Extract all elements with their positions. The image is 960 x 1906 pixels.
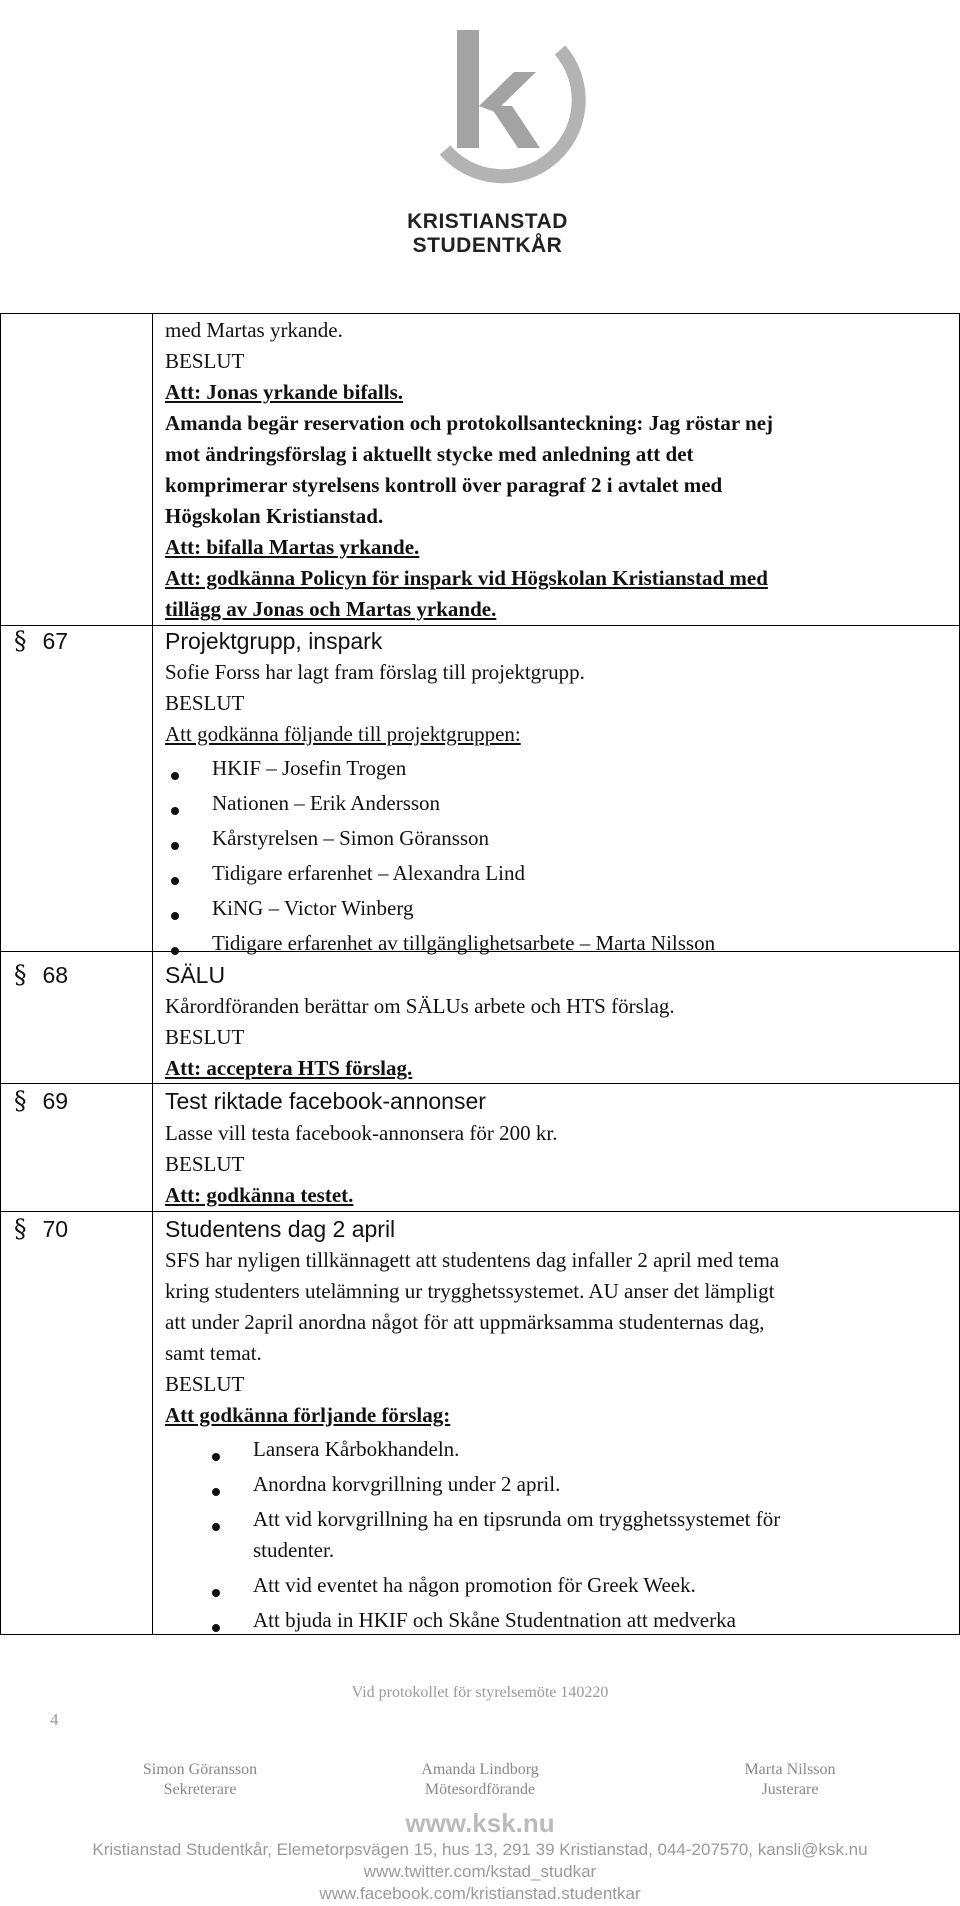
section-69-beslut: BESLUT [165, 1152, 245, 1176]
paragraph-symbol: § [14, 1086, 27, 1115]
paragraph-67-number [14, 627, 68, 655]
top-line-reservation-4: Högskolan Kristianstad. [165, 504, 384, 528]
logo-k-mark [390, 0, 590, 205]
row-divider [0, 313, 960, 314]
list-item: HKIF – Josefin Trogen [212, 756, 407, 780]
bullet-dot [212, 1488, 220, 1496]
page-footer [0, 1660, 960, 1906]
section-70-beslut: BESLUT [165, 1372, 245, 1396]
table-border-left [0, 313, 1, 1635]
bullet-dot [171, 842, 179, 850]
paragraph-68-number [14, 961, 68, 989]
section-67-text: Sofie Forss har lagt fram förslag till projektgrupp. [165, 660, 585, 684]
signature-chair [370, 1760, 590, 1800]
list-item: Tidigare erfarenhet – Alexandra Lind [212, 861, 525, 885]
section-68-beslut: BESLUT [165, 1025, 245, 1049]
logo-line-1: KRISTIANSTAD [407, 210, 568, 233]
paragraph-69-number [14, 1087, 68, 1115]
bullet-dot [212, 1624, 220, 1632]
section-70-text-2: kring studenters utelämning ur trygghetssystemet. AU anser det lämpligt [165, 1279, 775, 1303]
top-line-1: med Martas yrkande. [165, 318, 343, 342]
facebook-link[interactable]: www.facebook.com/kristianstad.studentkar [319, 1884, 641, 1903]
signature-adjuster [680, 1760, 900, 1800]
top-line-reservation-3: komprimerar styrelsens kontroll över paragraf 2 i avtalet med [165, 473, 723, 497]
signature-role: Sekreterare [163, 1781, 237, 1798]
section-69-title: Test riktade facebook-annonser [165, 1088, 486, 1114]
bullet-dot [212, 1589, 220, 1597]
row-divider [0, 1634, 960, 1635]
address-line: Kristianstad Studentkår, Elemetorpsvägen 15, hus 13, 291 39 Kristianstad, 044-207570, kansli@ksk.nu [92, 1840, 868, 1859]
bullet-dot [171, 807, 179, 815]
signature-secretary [90, 1760, 310, 1800]
list-item: Kårstyrelsen – Simon Göransson [212, 826, 490, 850]
section-70-text-3: att under 2april anordna något för att uppmärksamma studenternas dag, [165, 1310, 765, 1334]
top-line-reservation-2: mot ändringsförslag i aktuellt stycke med anledning att det [165, 442, 694, 466]
section-68-title: SÄLU [165, 962, 226, 988]
section-70-text-4: samt temat. [165, 1341, 262, 1365]
list-item: Nationen – Erik Andersson [212, 791, 441, 815]
twitter-link[interactable]: www.twitter.com/kstad_studkar [363, 1862, 597, 1881]
section-69-text: Lasse vill testa facebook-annonsera för 200 kr. [165, 1121, 558, 1145]
list-item: KiNG – Victor Winberg [212, 896, 414, 920]
signature-role: Mötesordförande [424, 1781, 536, 1798]
bullet-dot [212, 1453, 220, 1461]
paragraph-number: 70 [42, 1216, 69, 1242]
paragraph-symbol: § [14, 1214, 27, 1243]
section-68-text: Kårordföranden berättar om SÄLUs arbete och HTS förslag. [165, 994, 675, 1018]
page-number: 4 [50, 1710, 59, 1729]
list-item: Tidigare erfarenhet av tillgänglighetsarbete – Marta Nilsson [212, 931, 716, 955]
section-69-decision: Att: godkänna testet. [165, 1183, 354, 1207]
protocol-note: Vid protokollet för styrelsemöte 140220 [351, 1684, 609, 1701]
bullet-dot [212, 1523, 220, 1531]
list-item: Anordna korvgrillning under 2 april. [253, 1472, 561, 1496]
section-68-decision: Att: acceptera HTS förslag. [165, 1056, 413, 1080]
paragraph-symbol: § [14, 626, 27, 655]
bullet-dot [171, 947, 179, 955]
signature-name: Marta Nilsson [744, 1761, 836, 1778]
list-item: Att vid korvgrillning ha en tipsrunda om trygghetssystemet för [253, 1507, 781, 1531]
bullet-dot [171, 912, 179, 920]
list-item: Att bjuda in HKIF och Skåne Studentnation att medverka [253, 1608, 736, 1632]
row-divider [0, 625, 960, 626]
list-item: Att vid eventet ha någon promotion för Greek Week. [253, 1573, 696, 1597]
bullet-dot [171, 877, 179, 885]
list-item: Lansera Kårbokhandeln. [253, 1437, 460, 1461]
table-column-divider [152, 313, 153, 1635]
top-line-reservation-1: Amanda begär reservation och protokollsanteckning: Jag röstar nej [165, 411, 774, 435]
paragraph-symbol: § [14, 960, 27, 989]
top-line-decision: Att: Jonas yrkande bifalls. [165, 380, 404, 404]
row-divider [0, 1083, 960, 1084]
paragraph-number: 68 [42, 962, 69, 988]
signature-name: Amanda Lindborg [421, 1761, 539, 1778]
section-67-title: Projektgrupp, inspark [165, 628, 383, 654]
kristianstad-studentkar-logo [390, 0, 590, 262]
logo-line-2: STUDENTKÅR [412, 234, 563, 257]
section-67-beslut: BESLUT [165, 691, 245, 715]
paragraph-number: 69 [42, 1088, 69, 1114]
top-line-decision-2: Att: bifalla Martas yrkande. [165, 535, 420, 559]
section-70-text-1: SFS har nyligen tillkännagett att studentens dag infaller 2 april med tema [165, 1248, 780, 1272]
website-link[interactable]: www.ksk.nu [405, 1808, 555, 1838]
paragraph-number: 67 [42, 628, 69, 654]
section-67-decision: Att godkänna följande till projektgruppen: [165, 722, 521, 746]
section-70-title: Studentens dag 2 april [165, 1216, 396, 1242]
bullet-dot [171, 772, 179, 780]
top-line-decision-3a: Att: godkänna Policyn för inspark vid Högskolan Kristianstad med [165, 566, 768, 590]
list-item-continuation: studenter. [253, 1538, 335, 1562]
signature-role: Justerare [761, 1781, 819, 1798]
minutes-table [0, 313, 960, 1635]
top-line-decision-3b: tillägg av Jonas och Martas yrkande. [165, 597, 497, 621]
signature-name: Simon Göransson [142, 1761, 258, 1778]
top-line-beslut: BESLUT [165, 349, 245, 373]
paragraph-70-number [14, 1215, 68, 1243]
row-divider [0, 1211, 960, 1212]
section-70-decision: Att godkänna förljande förslag: [165, 1403, 451, 1427]
